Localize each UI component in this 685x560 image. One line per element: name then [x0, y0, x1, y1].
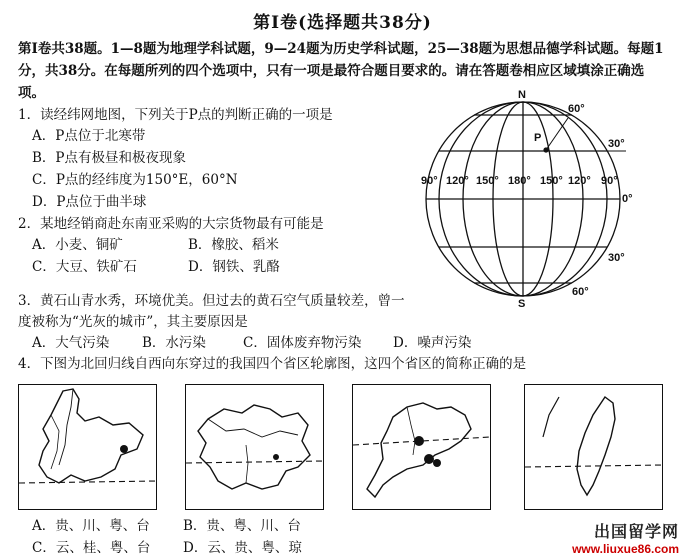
watermark-title: 出国留学网: [593, 524, 679, 541]
lat-label-60s: 60°: [572, 286, 589, 298]
question-4-option-b: B．贵、粤、川、台: [183, 518, 301, 534]
question-2-option-d: D．钢铁、乳酪: [188, 259, 280, 275]
north-pole-label: N: [518, 89, 526, 101]
lat-label-60n: 60°: [568, 103, 585, 115]
question-3-option-a: A．大气污染: [32, 335, 110, 351]
graticule-globe-figure: [418, 88, 678, 310]
lat-label-equator: 0°: [622, 193, 633, 205]
watermark-url: www.liuxue86.com: [572, 542, 679, 556]
question-2-option-b: B．橡胶、稻米: [188, 237, 279, 253]
question-3-stem-line-2: 度被称为“光灰的城市”，其主要原因是: [18, 314, 248, 330]
lat-label-30s: 30°: [608, 252, 625, 264]
lat-label-30n: 30°: [608, 138, 625, 150]
question-4-option-a: A．贵、川、粤、台: [32, 518, 150, 534]
question-2-stem: 2．某地经销商赴东南亚采购的大宗货物最有可能是: [18, 216, 324, 232]
lon-label-1: 90°: [421, 175, 438, 187]
question-4-option-d: D．云、贵、粤、琼: [183, 540, 302, 556]
question-4-option-c: C．云、桂、粤、台: [32, 540, 151, 556]
question-3-option-d: D．噪声污染: [393, 335, 472, 351]
question-3-option-b: B．水污染: [142, 335, 206, 351]
question-2-option-c: C．大豆、铁矿石: [32, 259, 137, 275]
question-3-option-c: C．固体废弃物污染: [243, 335, 362, 351]
question-1-option-d: D．P点位于曲半球: [32, 194, 147, 210]
province-map-3: [352, 384, 491, 510]
question-1-option-b: B．P点有极昼和极夜现象: [32, 150, 187, 166]
lon-label-5: 150°: [540, 175, 563, 187]
lon-label-2: 120°: [446, 175, 469, 187]
province-map-4: [524, 384, 663, 510]
south-pole-label: S: [518, 298, 526, 310]
lon-label-6: 120°: [568, 175, 591, 187]
lon-label-3: 150°: [476, 175, 499, 187]
lon-label-7: 90°: [601, 175, 618, 187]
province-map-2: [185, 384, 324, 510]
question-1-stem: 1．读经纬网地图，下列关于P点的判断正确的一项是: [18, 107, 333, 123]
question-1-option-a: A．P点位于北寒带: [32, 128, 146, 144]
question-4-stem: 4．下图为北回归线自西向东穿过的我国四个省区轮廓图，这四个省区的简称正确的是: [18, 356, 527, 372]
question-1-option-c: C．P点的经纬度为150°E，60°N: [32, 172, 238, 188]
lon-label-4: 180°: [508, 175, 531, 187]
point-p-marker: [543, 147, 548, 152]
page-title: 第Ⅰ卷(选择题共38分): [253, 13, 432, 33]
province-map-1: [18, 384, 157, 510]
instructions-paragraph: 第Ⅰ卷共38题。1—8题为地理学科试题，9—24题为历史学科试题，25—38题为思想品德学科试题。每题1分，共38分。在每题所列的四个选项中，只有一项是最符合题目要求的。请在答题卷相应区域填涂正确选项。: [18, 41, 664, 101]
site-watermark: [572, 519, 679, 556]
question-3-stem-line-1: 3．黄石山青水秀，环境优美。但过去的黄石空气质量较差，曾一: [18, 293, 405, 309]
question-2-option-a: A．小麦、铜矿: [32, 237, 123, 253]
point-p-label: P: [534, 132, 542, 144]
